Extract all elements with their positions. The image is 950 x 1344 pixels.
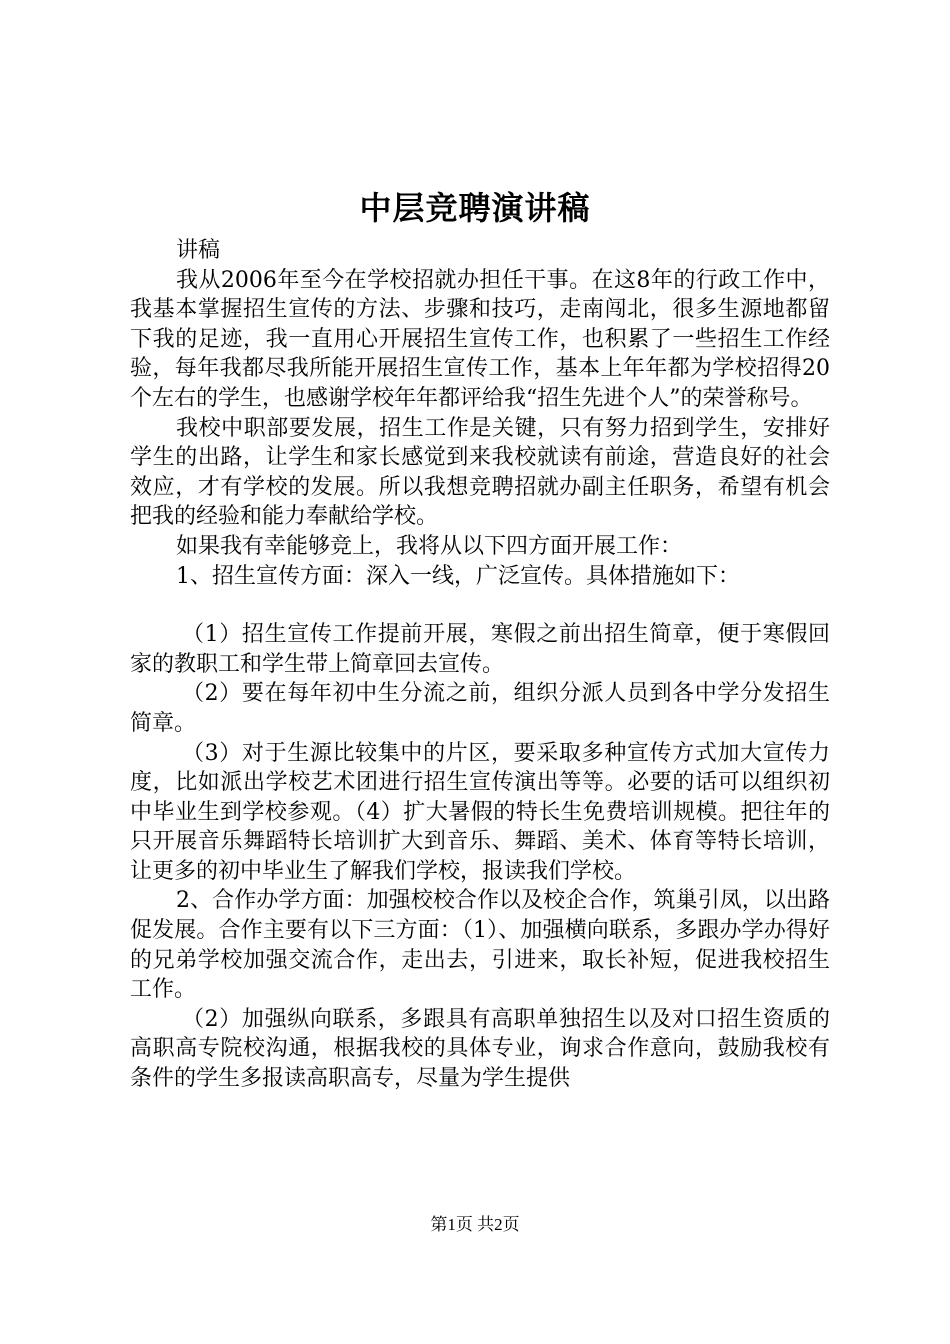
paragraph: 1、招生宣传方面：深入一线，广泛宣传。具体措施如下： — [176, 563, 740, 589]
paragraph: （2）要在每年初中生分流之前，组织分派人员到各中学分发招生简章。 — [130, 681, 830, 736]
blank-line — [130, 591, 830, 620]
paragraph: （3）对于生源比较集中的片区，要采取多种宣传方式加大宣传力度，比如派出学校艺术团进行招生宣传演出等等。必要的话可以组织初中毕业生到学校参观。（4）扩大暑假的特长生免费培训规模。把往年的只开展音乐舞蹈特长培训扩大到音乐、舞蹈、美术、体育等特长培训，让更多的初中毕业生了解我们学校，报读我们学校。 — [130, 740, 830, 884]
paragraph: （2）加强纵向联系，多跟具有高职单独招生以及对口招生资质的高职高专院校沟通，根据我校的具体专业，询求合作意向，鼓励我校有条件的学生多报读高职高专，尽量为学生提供 — [130, 1006, 830, 1092]
paragraph: 我校中职部要发展，招生工作是关键，只有努力招到学生，安排好学生的出路，让学生和家长感觉到来我校就读有前途，营造良好的社会效应，才有学校的发展。所以我想竞聘招就办副主任职务，希望有机会把我的经验和能力奉献给学校。 — [130, 415, 830, 530]
document-body — [130, 236, 830, 1094]
paragraph: （1）招生宣传工作提前开展，寒假之前出招生简章，便于寒假回家的教职工和学生带上简章回去宣传。 — [130, 622, 830, 677]
paragraph: 我从2006年至今在学校招就办担任干事。在这8年的行政工作中，我基本掌握招生宣传的方法、步骤和技巧，走南闯北，很多生源地都留下我的足迹，我一直用心开展招生宣传工作，也积累了一些招生工作经验，每年我都尽我所能开展招生宣传工作，基本上年年都为学校招得20个左右的学生，也感谢学校年年都评给我“招生先进个人”的荣誉称号。 — [130, 267, 830, 411]
document-title: 中层竞聘演讲稿 — [359, 189, 591, 227]
paragraph: 如果我有幸能够竞上，我将从以下四方面开展工作： — [176, 533, 683, 559]
paragraph-heading: 讲稿 — [176, 238, 221, 263]
page-footer: 第1页 共2页 — [430, 1215, 520, 1234]
paragraph: 2、合作办学方面：加强校校合作以及校企合作，筑巢引凤，以出路促发展。合作主要有以下三方面：（1）、加强横向联系，多跟办学办得好的兄弟学校加强交流合作，走出去，引进来，取长补短，促进我校招生工作。 — [130, 888, 830, 1003]
